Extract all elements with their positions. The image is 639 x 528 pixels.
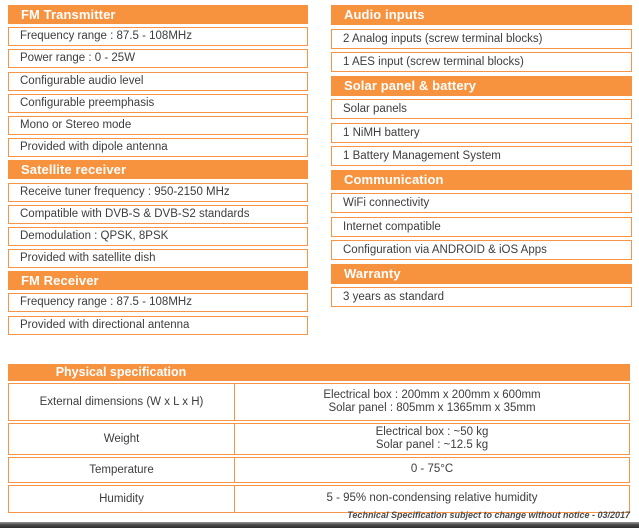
spec-row-directional-antenna: Provided with directional antenna (8, 316, 308, 335)
spec-table-right (331, 5, 632, 311)
spec-row-mono-stereo: Mono or Stereo mode (8, 116, 308, 135)
spec-row-dipole-antenna: Provided with dipole antenna (8, 138, 308, 157)
physical-spec-row-humidity (8, 485, 630, 513)
section-header-communication: Communication (331, 170, 632, 190)
spec-value (235, 486, 629, 512)
spec-value-line: Electrical box : 200mm x 200mm x 600mm (323, 388, 541, 401)
spec-row-battery-management: 1 Battery Management System (331, 146, 632, 166)
spec-row-apps-config: Configuration via ANDROID & iOS Apps (331, 240, 632, 260)
section-header-fm-transmitter: FM Transmitter (8, 5, 308, 24)
spec-row-tuner-frequency: Receive tuner frequency : 950-2150 MHz (8, 183, 308, 202)
spec-row-frequency-range-tx: Frequency range : 87.5 - 108MHz (8, 27, 308, 46)
section-header-satellite-receiver: Satellite receiver (8, 160, 308, 179)
spec-row-nimh-battery: 1 NiMH battery (331, 123, 632, 143)
physical-spec-header (8, 364, 630, 381)
spec-value (235, 458, 629, 482)
spec-value-line: 5 - 95% non-condensing relative humidity (326, 492, 538, 505)
spec-value-line: Solar panel : 805mm x 1365mm x 35mm (328, 402, 536, 414)
spec-label: Humidity (9, 486, 235, 512)
spec-row-internet: Internet compatible (331, 217, 632, 237)
spec-table-left (8, 5, 308, 338)
spec-row-satellite-dish: Provided with satellite dish (8, 249, 308, 268)
section-header-fm-receiver: FM Receiver (8, 271, 308, 290)
spec-row-preemphasis: Configurable preemphasis (8, 94, 308, 113)
spec-row-audio-level: Configurable audio level (8, 72, 308, 91)
spec-label: Temperature (9, 458, 235, 482)
spec-value (235, 384, 629, 420)
spec-row-aes-input: 1 AES input (screw terminal blocks) (331, 52, 632, 72)
spec-row-analog-inputs: 2 Analog inputs (screw terminal blocks) (331, 29, 632, 49)
spec-row-solar-panels: Solar panels (331, 99, 632, 119)
physical-spec-table (8, 364, 630, 515)
footer-note: Technical Specification subject to change without notice - 03/2017 (347, 510, 630, 520)
spec-row-dvb-standards: Compatible with DVB-S & DVB-S2 standards (8, 205, 308, 224)
spec-value (235, 424, 629, 454)
spec-value-line: Solar panel : ~12.5 kg (375, 439, 489, 451)
bottom-edge-bar (0, 522, 639, 528)
spec-row-power-range: Power range : 0 - 25W (8, 49, 308, 68)
section-header-audio-inputs: Audio inputs (331, 5, 632, 25)
section-header-warranty: Warranty (331, 264, 632, 284)
spec-row-warranty-years: 3 years as standard (331, 287, 632, 307)
physical-spec-title: Physical specification (55, 365, 187, 379)
spec-value-line: 0 - 75°C (410, 463, 454, 476)
spec-label: External dimensions (W x L x H) (9, 384, 235, 420)
spec-value-line: Electrical box : ~50 kg (375, 425, 489, 438)
physical-spec-row-weight (8, 423, 630, 455)
spec-row-demodulation: Demodulation : QPSK, 8PSK (8, 227, 308, 246)
spec-label: Weight (9, 424, 235, 454)
physical-spec-row-temperature (8, 457, 630, 483)
physical-spec-row-dimensions (8, 383, 630, 421)
section-header-solar-battery: Solar panel & battery (331, 76, 632, 96)
spec-row-frequency-range-rx: Frequency range : 87.5 - 108MHz (8, 293, 308, 312)
spec-row-wifi: WiFi connectivity (331, 193, 632, 213)
